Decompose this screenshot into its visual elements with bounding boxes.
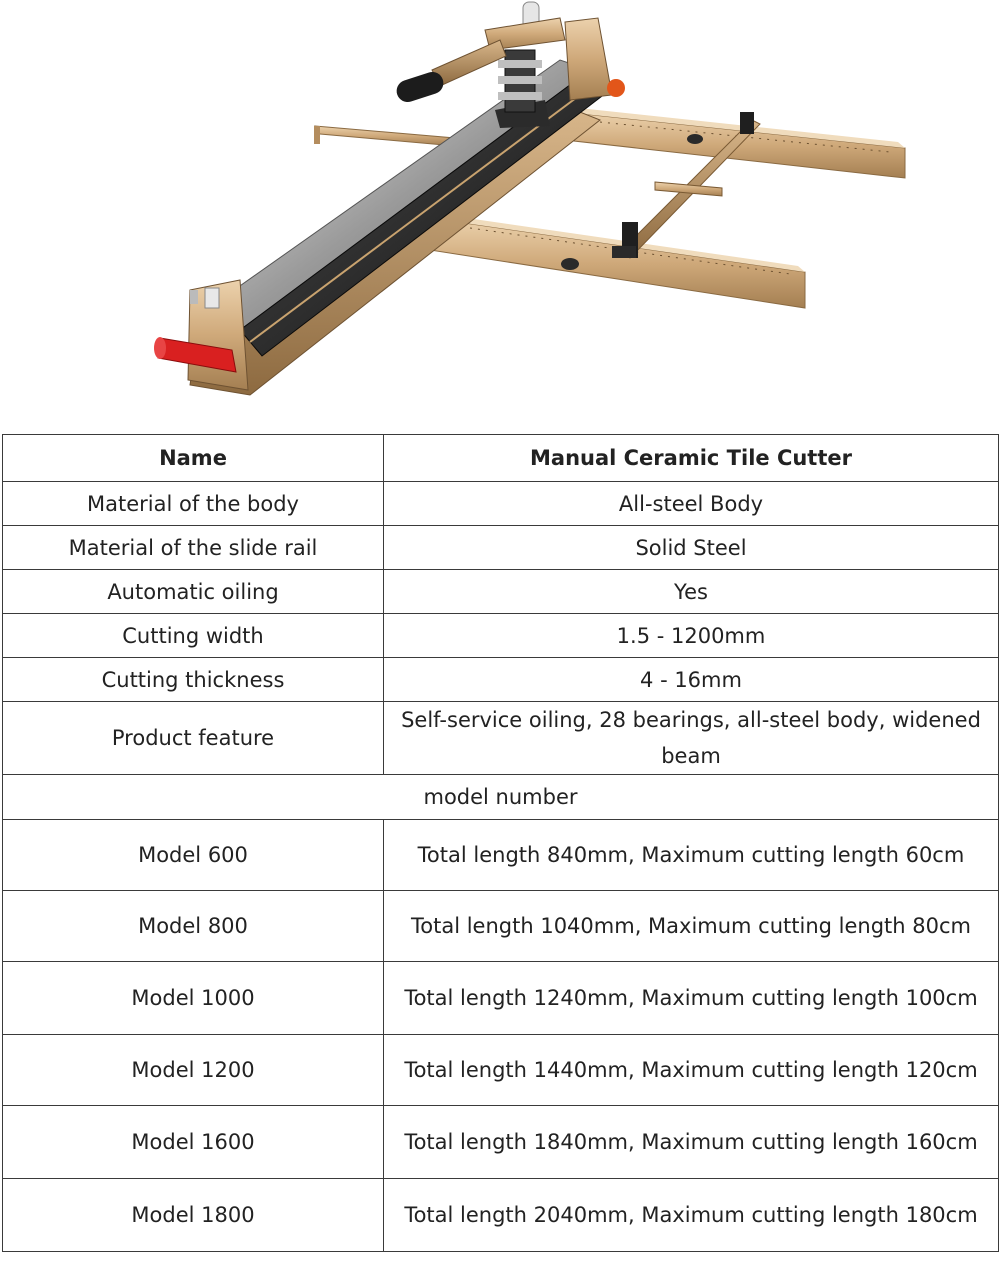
table-row [3,526,999,570]
model-row [3,1035,999,1106]
attribute-label: Product feature [3,702,384,775]
model-label: Model 1800 [3,1179,384,1252]
model-label: Model 800 [3,891,384,962]
section-title: model number [3,775,999,820]
model-row [3,820,999,891]
front-end-plate [188,280,248,390]
extension-bar [314,126,455,146]
section-row [3,775,999,820]
table-row [3,658,999,702]
header-name-value: Manual Ceramic Tile Cutter [384,435,999,482]
attribute-value: Yes [384,570,999,614]
model-row [3,1179,999,1252]
tile-cutter-image [0,0,1000,420]
attribute-value: 4 - 16mm [384,658,999,702]
attribute-value: Solid Steel [384,526,999,570]
attribute-label: Material of the body [3,482,384,526]
main-frame [190,60,610,395]
model-row [3,962,999,1035]
table-row [3,702,999,775]
table-row [3,570,999,614]
attribute-value: Self-service oiling, 28 bearings, all-steel body, widened beam [384,702,999,775]
model-row [3,1106,999,1179]
attribute-label: Cutting thickness [3,658,384,702]
model-label: Model 1200 [3,1035,384,1106]
attribute-label: Material of the slide rail [3,526,384,570]
model-value: Total length 1440mm, Maximum cutting length 120cm [384,1035,999,1106]
attribute-value: All-steel Body [384,482,999,526]
front-support-arm [425,212,805,308]
model-value: Total length 1840mm, Maximum cutting length 160cm [384,1106,999,1179]
attribute-value: 1.5 - 1200mm [384,614,999,658]
table-row [3,614,999,658]
lever-handle [394,40,506,105]
model-label: Model 1000 [3,962,384,1035]
model-label: Model 600 [3,820,384,891]
attribute-label: Automatic oiling [3,570,384,614]
rear-end-plate [565,18,625,100]
model-value: Total length 2040mm, Maximum cutting length 180cm [384,1179,999,1252]
model-value: Total length 1040mm, Maximum cutting length 80cm [384,891,999,962]
attribute-label: Cutting width [3,614,384,658]
table-header-row [3,435,999,482]
model-value: Total length 840mm, Maximum cutting length 60cm [384,820,999,891]
header-name-label: Name [3,435,384,482]
model-value: Total length 1240mm, Maximum cutting length 100cm [384,962,999,1035]
table-row [3,482,999,526]
spec-table [2,434,999,1252]
model-row [3,891,999,962]
model-label: Model 1600 [3,1106,384,1179]
